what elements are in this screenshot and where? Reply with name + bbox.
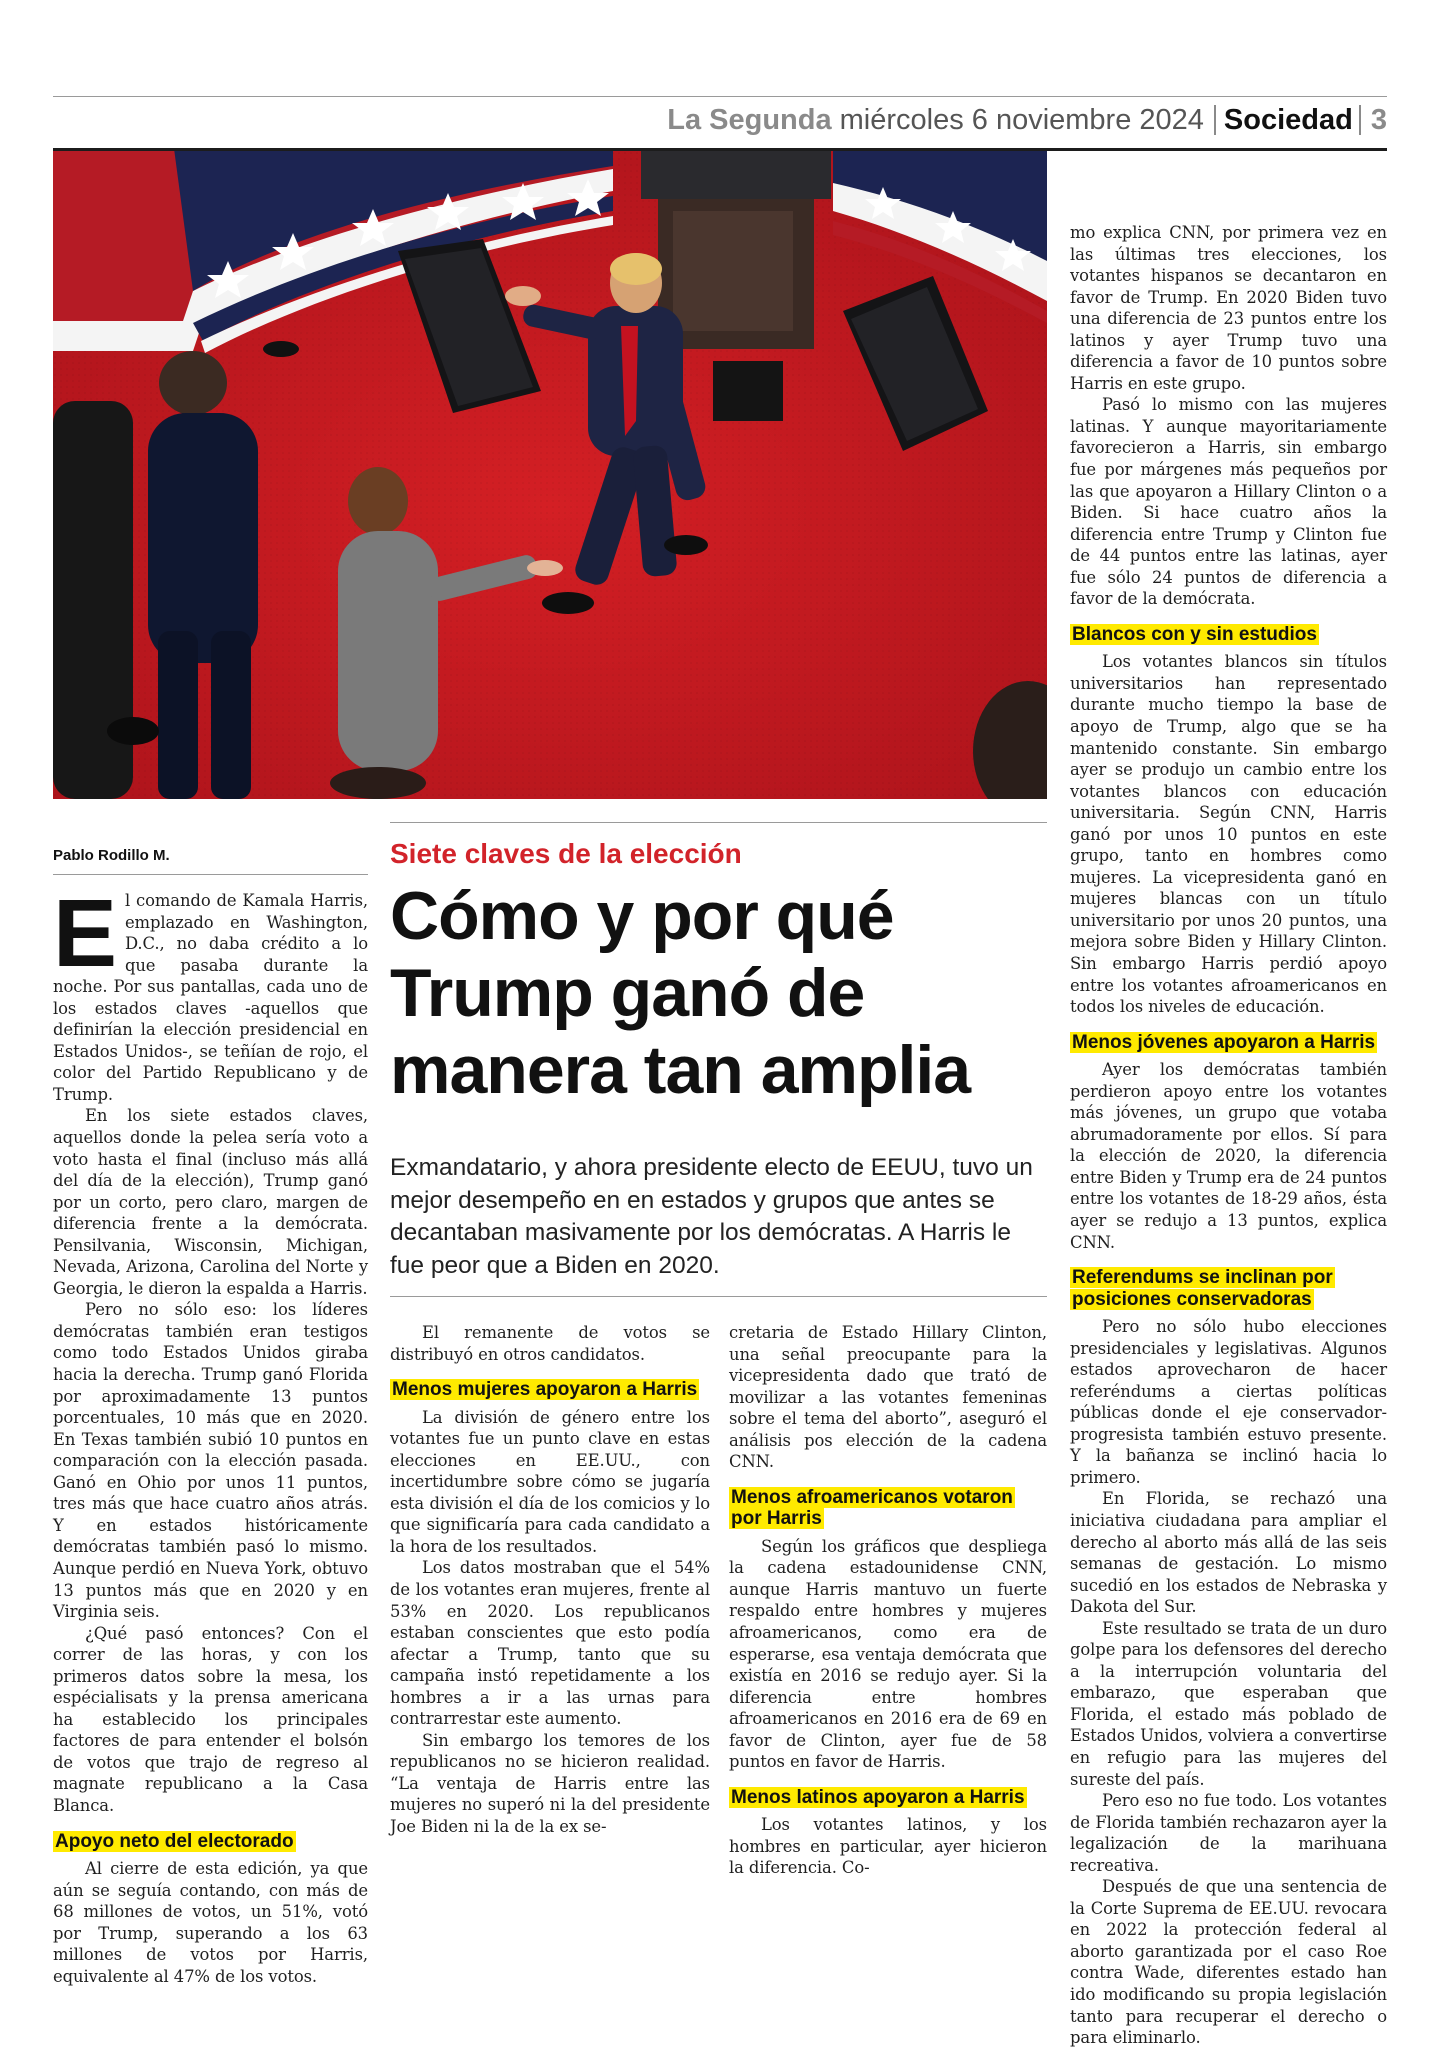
paragraph: mo explica CNN, por primera vez en las últimas tres elecciones, los votantes hispanos se decantaron en favor de Trump. En 2020 Biden tuvo una diferencia de 23 puntos entre los latinos y ayer Trump tuvo una diferencia a favor de 10 puntos sobre Harris en este grupo. bbox=[1070, 223, 1387, 393]
issue-date: miércoles 6 noviembre 2024 bbox=[839, 103, 1204, 136]
subhead-apoyo-neto bbox=[53, 1831, 368, 1853]
paragraph: Después de que una sentencia de la Corte Suprema de EE.UU. revocara en 2022 la protección federal al aborto garantizada por el caso Roe contra Wade, diferentes estado han ido modificando su propia legislación tanto para recuperar el derecho o para eliminarlo. bbox=[1070, 1877, 1387, 2048]
subhead-blancos bbox=[1070, 624, 1387, 646]
headline: Cómo y por qué Trump ganó de manera tan amplia bbox=[390, 878, 971, 1108]
paragraph: El remanente de votos se distribuyó en otros candidatos. bbox=[390, 1323, 710, 1364]
subhead-text: Blancos con y sin estudios bbox=[1072, 623, 1317, 645]
paragraph: Pero eso no fue todo. Los votantes de Florida también rechazaron ayer la legalización de la marihuana recreativa. bbox=[1070, 1791, 1387, 1875]
kicker: Siete claves de la elección bbox=[390, 838, 742, 869]
photo-rule bbox=[390, 822, 1047, 823]
paragraph: Pasó lo mismo con las mujeres latinas. Y aunque mayoritariamente favorecieron a Harris, sin embargo fue por márgenes más pequeños por las que apoyaron a Hillary Clinton o a Biden. Si hace cuatro años la diferencia entre Trump y Clinton fue de 44 puntos entre las latinas, ayer fue sólo 24 puntos de diferencia a favor de la demócrata. bbox=[1070, 395, 1387, 609]
subhead-menos-jovenes bbox=[1070, 1032, 1387, 1054]
masthead bbox=[667, 100, 1387, 140]
column-1 bbox=[53, 880, 368, 1987]
paragraph: Al cierre de esta edición, ya que aún se seguía contando, con más de 68 millones de votos, un 51%, votó por Trump, superando a los 63 millones de votos por Harris, equivalente al 47% de los votos. bbox=[53, 1859, 368, 1986]
paragraph: cretaria de Estado Hillary Clinton, una señal preocupante para la vicepresidenta dado que trató de movilizar a las votantes femeninas sobre el tema del aborto”, aseguró el análisis pos elección de la cadena CNN. bbox=[729, 1323, 1047, 1472]
subhead-text: Menos afroamericanos votaron por Harris bbox=[731, 1486, 1013, 1530]
drop-cap: E bbox=[53, 880, 117, 987]
deck: Exmandatario, y ahora presidente electo de EEUU, tuvo un mejor desempeño en en estados y grupos que antes se decantaban masivamente por los demócratas. A Harris le fue peor que a Biden en 2020. bbox=[390, 1154, 1033, 1279]
subhead-text: Menos mujeres apoyaron a Harris bbox=[392, 1379, 698, 1401]
subhead-menos-latinos bbox=[729, 1787, 1047, 1809]
paragraph: En Florida, se rechazó una iniciativa ciudadana para ampliar el derecho al aborto más allá de las seis semanas de gestación. Lo mismo sucedió en los estados de Nebraska y Dakota del Sur. bbox=[1070, 1489, 1387, 1617]
paragraph: Este resultado se trata de un duro golpe para los defensores del derecho a la interrupción voluntaria del embarazo, que esperaban que Florida, el estado más poblado de Estados Unidos, volviera a convertirse en refugio para las mujeres del sureste del país. bbox=[1070, 1618, 1387, 1789]
paragraph: Pero no sólo eso: los líderes demócratas también eran testigos como todo Estados Unidos giraba hacia la derecha. Trump ganó Florida por aproximadamente 13 puntos porcentuales, 10 más que en 2020. En Texas también subió 10 puntos en comparación con la elección pasada. Ganó en Ohio por unos 11 puntos, tres más que hace cuatro años atrás. Y en estados históricamente demócratas también pasó lo mismo. Aunque perdió en Nueva York, obtuvo 13 puntos más que en 2020 y en Virginia seis. bbox=[53, 1300, 368, 1622]
column-4 bbox=[1070, 222, 1387, 2049]
paragraph: La división de género entre los votantes fue un punto clave en estas elecciones en EE.UU., con incertidumbre sobre cómo se jugaría esta división el día de los comicios y lo que significaría para cada candidato a la hora de los resultados. bbox=[390, 1407, 710, 1556]
column-3 bbox=[729, 1322, 1047, 1879]
subhead-text: Menos jóvenes apoyaron a Harris bbox=[1072, 1031, 1376, 1053]
masthead-separator bbox=[1214, 105, 1216, 135]
byline: Pablo Rodillo M. bbox=[53, 847, 170, 864]
paragraph: En los siete estados claves, aquellos donde la pelea sería voto a voto hasta el final (incluso más allá del día de la elección), Trump ganó por un corto, pero claro, margen de diferencia frente a la demócrata. Pensilvania, Wisconsin, Michigan, Nevada, Arizona, Carolina del Norte y Georgia, le dieron la espalda a Harris. bbox=[53, 1106, 368, 1298]
paragraph: Pero no sólo hubo elecciones presidenciales y legislativas. Algunos estados aprovecharon de hacer referéndums a ciertas políticas públicas donde el eje conservador-progresista también estuvo presente. Y la bañanza se inclinó hacia lo primero. bbox=[1070, 1317, 1387, 1487]
top-rule bbox=[53, 96, 1387, 97]
subhead-menos-afroamericanos bbox=[729, 1487, 1047, 1530]
paragraph: Ayer los demócratas también perdieron apoyo entre los votantes más jóvenes, un grupo que votaba abrumadoramente por ellos. Sí para la elección de 2020, la diferencia entre Biden y Trump era de 24 puntos entre los votantes de 18-29 años, ésta ayer se redujo a 13 puntos, explica CNN. bbox=[1070, 1060, 1387, 1252]
paragraph: Los votantes blancos sin títulos universitarios han representado durante mucho tiempo la base de apoyo de Trump, algo que se ha mantenido constante. Sin embargo ayer se produjo un cambio entre los votantes blancos con educación universitaria. Según CNN, Harris ganó por unos 10 puntos en este grupo, tanto en hombres como mujeres. La vicepresidenta ganó en mujeres blancas con un título universitario por unos 20 puntos, una mejora sobre Biden y Hillary Clinton. Sin embargo Harris perdió apoyo entre los votantes afroamericanos en todos los niveles de educación. bbox=[1070, 652, 1387, 1017]
subhead-text: Menos latinos apoyaron a Harris bbox=[731, 1786, 1025, 1808]
subhead-referendums bbox=[1070, 1267, 1387, 1310]
paragraph: Los votantes latinos, y los hombres en particular, ayer hicieron la diferencia. Co- bbox=[729, 1815, 1047, 1878]
subhead-text: Apoyo neto del electorado bbox=[55, 1830, 294, 1852]
deck-rule bbox=[390, 1296, 1047, 1297]
paragraph: Los datos mostraban que el 54% de los votantes eran mujeres, frente al 53% en 2020. Los republicanos estaban conscientes que esto podía afectar a Trump, tanto que su campaña instó repetidamente a los hombres a ir a las urnas para contrarrestar este aumento. bbox=[390, 1558, 710, 1729]
byline-rule bbox=[53, 874, 368, 875]
column-2 bbox=[390, 1322, 710, 1838]
lead-paragraph-text: l comando de Kamala Harris, emplazado en Washington, D.C., no daba crédito a lo que pasaba durante la noche. Por sus pantallas, cada uno de los estados claves -aquellos que definirían la elección presidencial en Estados Unidos-, se teñían de rojo, el color del Partido Republicano y de Trump. bbox=[53, 891, 368, 1104]
newspaper-name: La Segunda bbox=[667, 103, 832, 136]
paragraph: Sin embargo los temores de los republicanos no se hicieron realidad. “La ventaja de Harris entre las mujeres no superó ni la del presidente Joe Biden ni la de la ex se- bbox=[390, 1730, 710, 1836]
masthead-separator-2 bbox=[1359, 105, 1361, 135]
paragraph: Según los gráficos que despliega la cadena estadounidense CNN, aunque Harris mantuvo un fuerte respaldo entre hombres y mujeres afroamericanos, como era de esperarse, esa ventaja demócrata que existía en 2016 se redujo ayer. Si la diferencia entre hombres afroamericanos en 2016 era de 69 en favor de Clinton, ayer fue de 58 puntos en favor de Harris. bbox=[729, 1536, 1047, 1772]
page-number: 3 bbox=[1370, 103, 1387, 136]
section-name: Sociedad bbox=[1223, 103, 1353, 136]
subhead-menos-mujeres bbox=[390, 1379, 710, 1401]
paragraph: ¿Qué pasó entonces? Con el correr de las horas, y con los primeros datos sobre la mesa, los espécialisats y la prensa americana ha establecido los principales factores de para entender el bolsón de votos que trajo de regreso al magnate republicano a la Casa Blanca. bbox=[53, 1623, 368, 1815]
lead-paragraph bbox=[53, 880, 368, 1105]
lead-photo bbox=[53, 151, 1047, 799]
subhead-text: Referendums se inclinan por posiciones conservadoras bbox=[1072, 1267, 1333, 1310]
